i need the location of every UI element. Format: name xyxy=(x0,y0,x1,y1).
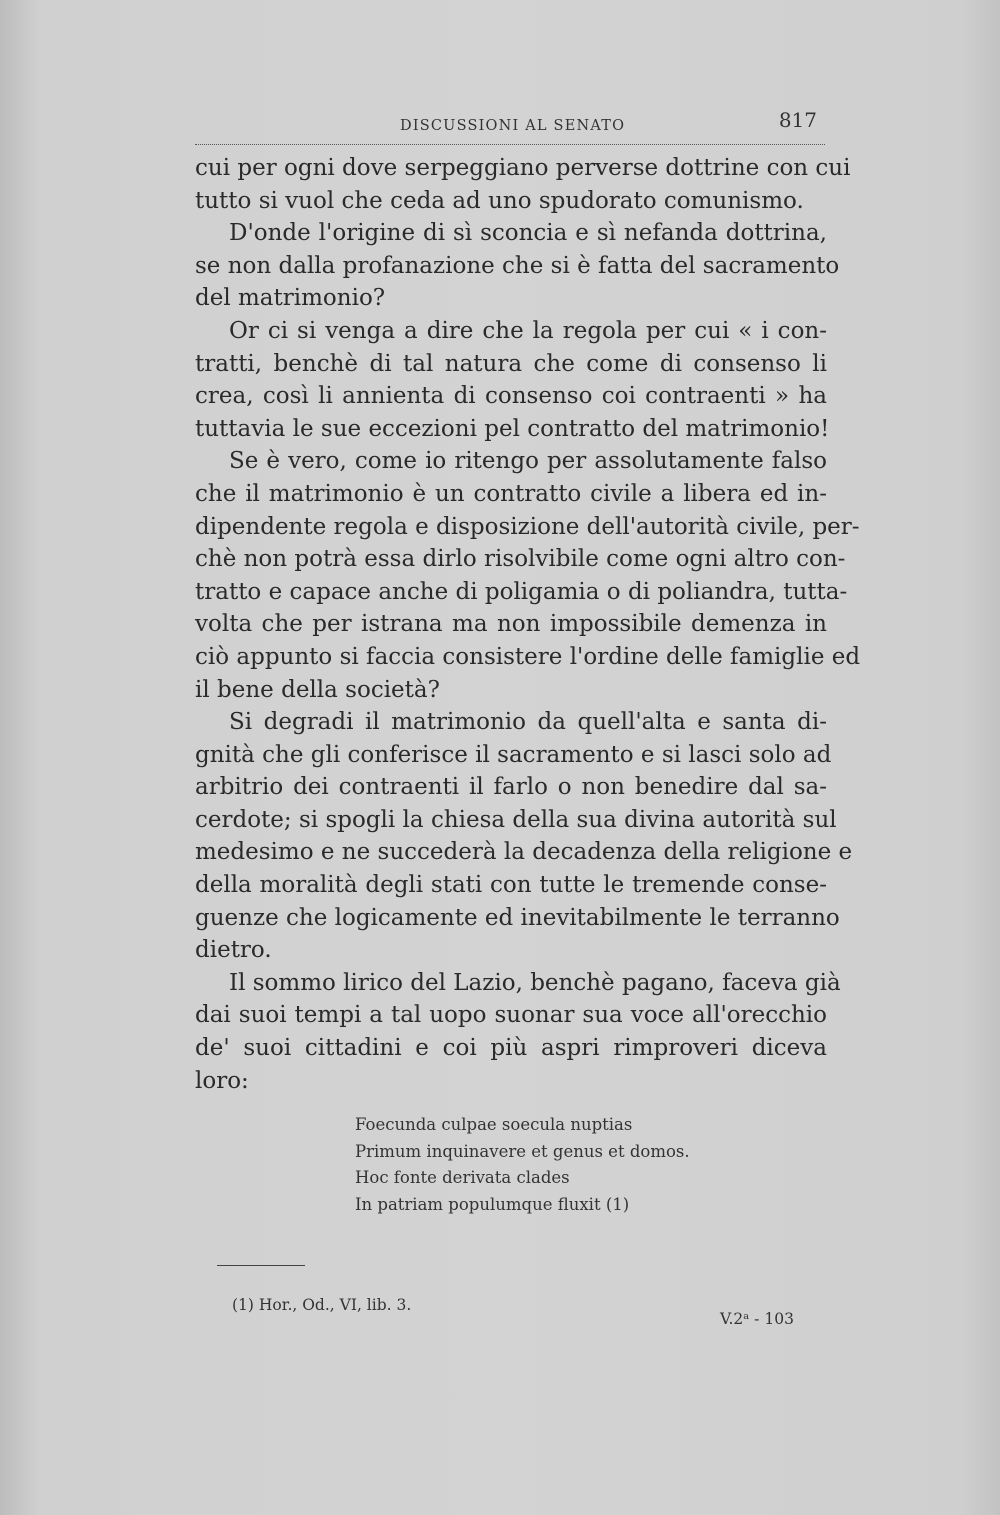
text-line: dietro. xyxy=(195,937,272,964)
text-line: loro: xyxy=(195,1067,249,1094)
text-line: arbitrio dei contraenti il farlo o non benedire dal sa- xyxy=(195,774,827,801)
text-line: tratto e capace anche di poligamia o di poliandra, tutta- xyxy=(195,578,848,605)
verse-line: Hoc fonte derivata clades xyxy=(355,1168,570,1187)
text-line: se non dalla profanazione che si è fatta del sacramento xyxy=(195,252,840,279)
verse-line: Primum inquinavere et genus et domos. xyxy=(355,1141,690,1161)
text-line: chè non potrà essa dirlo risolvibile come ogni altro con- xyxy=(195,546,846,573)
text-line: dipendente regola e disposizione dell'autorità civile, per- xyxy=(195,513,860,540)
page-number: 817 xyxy=(778,108,817,132)
text-line: della moralità degli stati con tutte le tremende conse- xyxy=(195,872,827,899)
printer-signature-mark: V.2ᵃ - 103 xyxy=(720,1310,794,1328)
text-line: Si degradi il matrimonio da quell'alta e santa di- xyxy=(229,709,827,736)
footnote: (1) Hor., Od., VI, lib. 3. xyxy=(232,1296,412,1314)
verse-line: In patriam populumque fluxit (1) xyxy=(355,1194,630,1214)
text-line: del matrimonio? xyxy=(195,285,386,312)
text-line: Or ci si venga a dire che la regola per cui « i con- xyxy=(229,317,827,344)
text-line: ciò appunto si faccia consistere l'ordine delle famiglie ed xyxy=(195,643,861,670)
text-line: D'onde l'origine di sì sconcia e sì nefanda dottrina, xyxy=(229,220,827,247)
text-line: de' suoi cittadini e coi più aspri rimproveri diceva xyxy=(195,1035,827,1062)
verse-line: Foecunda culpae soecula nuptias xyxy=(355,1115,633,1134)
text-line: cerdote; si spogli la chiesa della sua divina autorità sul xyxy=(195,806,837,833)
text-line: medesimo e ne succederà la decadenza della religione e xyxy=(195,839,853,866)
text-line: guenze che logicamente ed inevitabilmente le terranno xyxy=(195,904,840,931)
text-line: crea, così li annienta di consenso coi contraenti » ha xyxy=(195,383,827,410)
running-title: DISCUSSIONI AL SENATO xyxy=(400,118,626,134)
text-line: Il sommo lirico del Lazio, benchè pagano, faceva già xyxy=(229,969,841,996)
text-line: volta che per istrana ma non impossibile demenza in xyxy=(195,611,827,638)
text-line: che il matrimonio è un contratto civile a libera ed in- xyxy=(195,480,827,507)
latin-quotation xyxy=(355,1112,755,1218)
text-line: tuttavia le sue eccezioni pel contratto del matrimonio! xyxy=(195,415,830,442)
text-line: dai suoi tempi a tal uopo suonar sua voce all'orecchio xyxy=(195,1002,827,1029)
body-text xyxy=(195,152,861,1097)
text-line: il bene della società? xyxy=(195,676,440,703)
text-line: cui per ogni dove serpeggiano perverse dottrine con cui xyxy=(195,155,851,181)
text-line: gnità che gli conferisce il sacramento e si lasci solo ad xyxy=(195,741,832,768)
text-line: Se è vero, come io ritengo per assolutamente falso xyxy=(229,448,827,475)
text-line: tutto si vuol che ceda ad uno spudorato comunismo. xyxy=(195,187,804,214)
page-header xyxy=(195,108,825,145)
footnote-divider xyxy=(217,1265,305,1266)
text-line: tratti, benchè di tal natura che come di consenso li xyxy=(195,350,827,377)
